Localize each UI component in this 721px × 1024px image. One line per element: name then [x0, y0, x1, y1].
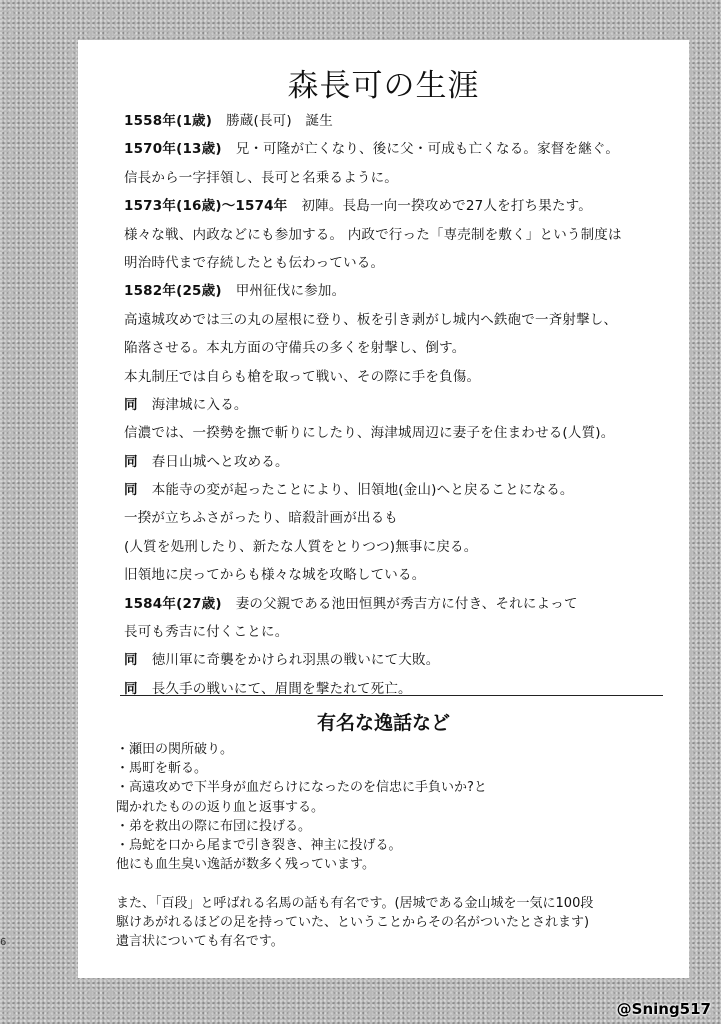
timeline-date: 同 — [124, 453, 138, 470]
timeline-text: 陥落させる。本丸方面の守備兵の多くを射撃し、倒す。 — [124, 340, 466, 357]
timeline-text: 旧領地に戻ってからも様々な城を攻略している。 — [124, 567, 426, 584]
timeline-date: 同 — [124, 680, 138, 697]
timeline-row — [124, 363, 679, 391]
anecdote-line: ・瀬田の関所破り。 — [116, 742, 234, 757]
timeline — [124, 107, 679, 703]
timeline-row — [124, 675, 679, 703]
timeline-row — [124, 306, 679, 334]
anecdote-line: ・高遠攻めで下半身が血だらけになったのを信忠に手負いか?と — [116, 780, 487, 796]
timeline-row — [124, 561, 679, 589]
timeline-date: 同 — [124, 482, 138, 499]
anecdotes-section — [116, 740, 681, 951]
timeline-row — [124, 618, 679, 646]
document-page — [78, 40, 689, 978]
timeline-date: 1582年(25歳) — [124, 283, 222, 300]
timeline-text: 長久手の戦いにて、眉間を撃たれて死亡。 — [151, 680, 412, 697]
section-divider — [120, 695, 663, 696]
closing-line: 駆けあがれるほどの足を持っていた、ということからその名がついたとされます) — [116, 914, 590, 930]
timeline-text: 妻の父親である池田恒興が秀吉方に付き、それによって — [235, 595, 578, 612]
timeline-row — [124, 646, 679, 674]
timeline-text: 兄・可隆が亡くなり、後に父・可成も亡くなる。家督を継ぐ。 — [235, 141, 620, 158]
timeline-text: 明治時代まで存続したとも伝わっている。 — [124, 254, 385, 271]
timeline-text: 徳川軍に奇襲をかけられ羽黒の戦いにて大敗。 — [151, 652, 440, 669]
closing-line: また、「百段」と呼ばれる名馬の話も有名です。(居城である金山城を一気に100段 — [116, 895, 594, 911]
anecdotes-heading: 有名な逸話など — [316, 712, 450, 734]
author-credit: @Sning517 — [616, 1000, 711, 1018]
timeline-text: 信濃では、一揆勢を撫で斬りにしたり、海津城周辺に妻子を住まわせる(人質)。 — [124, 425, 615, 442]
timeline-date: 1570年(13歳) — [124, 141, 222, 158]
timeline-text: 本丸制圧では自らも槍を取って戦い、その際に手を負傷。 — [124, 368, 481, 385]
timeline-text: 勝蔵(長可) 誕生 — [226, 113, 333, 129]
timeline-row — [124, 448, 679, 476]
anecdote-line: ・馬町を斬る。 — [116, 761, 208, 777]
timeline-text: 本能寺の変が起ったことにより、旧領地(金山)へと戻ることになる。 — [151, 482, 574, 499]
anecdote-list — [116, 740, 681, 874]
timeline-text: 高遠城攻めでは三の丸の屋根に登り、板を引き剥がし城内へ鉄砲で一斉射撃し、 — [124, 311, 618, 328]
closing-paragraph — [116, 894, 681, 952]
timeline-row — [124, 334, 679, 362]
timeline-text: 海津城に入る。 — [151, 396, 248, 413]
closing-line: 遺言状についても有名です。 — [116, 934, 284, 950]
page-number: 6 — [0, 937, 7, 948]
timeline-date: 1584年(27歳) — [124, 595, 222, 612]
timeline-date: 1573年(16歳)〜1574年 — [124, 198, 288, 215]
page-title: 森長可の生涯 — [287, 68, 480, 104]
timeline-text: (人質を処刑したり、新たな人質をとりつつ)無事に戻る。 — [124, 538, 478, 555]
anecdote-line: ・弟を救出の際に布団に投げる。 — [116, 818, 312, 834]
timeline-row — [124, 277, 679, 305]
timeline-date: 1558年(1歳) — [124, 113, 213, 129]
timeline-row — [124, 249, 679, 277]
timeline-row — [124, 192, 679, 220]
timeline-row — [124, 135, 679, 163]
timeline-row — [124, 419, 679, 447]
timeline-row — [124, 590, 679, 618]
timeline-text: 一揆が立ちふさがったり、暗殺計画が出るも — [124, 510, 398, 527]
timeline-row — [124, 504, 679, 532]
paragraph-gap — [116, 874, 681, 893]
timeline-text: 甲州征伐に参加。 — [235, 283, 346, 300]
timeline-row — [124, 476, 679, 504]
timeline-date: 同 — [124, 396, 138, 413]
timeline-text: 長可も秀吉に付くことに。 — [124, 624, 289, 641]
timeline-text: 信長から一字拝領し、長可と名乗るように。 — [124, 169, 398, 186]
anecdote-line: ・烏蛇を口から尾まで引き裂き、神主に投げる。 — [116, 838, 402, 854]
timeline-row — [124, 164, 679, 192]
timeline-row — [124, 391, 679, 419]
timeline-text: 初陣。長島一向一揆攻めで27人を打ち果たす。 — [301, 198, 592, 215]
anecdote-line: 聞かれたものの返り血と返事する。 — [116, 799, 325, 815]
anecdote-line: 他にも血生臭い逸話が数多く残っています。 — [116, 857, 375, 873]
timeline-date: 同 — [124, 652, 138, 669]
timeline-row — [124, 221, 679, 249]
timeline-row — [124, 107, 679, 135]
timeline-row — [124, 533, 679, 561]
timeline-text: 春日山城へと攻める。 — [151, 453, 289, 470]
timeline-text: 様々な戦、内政などにも参加する。 内政で行った「専売制を敷く」という制度は — [124, 226, 622, 243]
